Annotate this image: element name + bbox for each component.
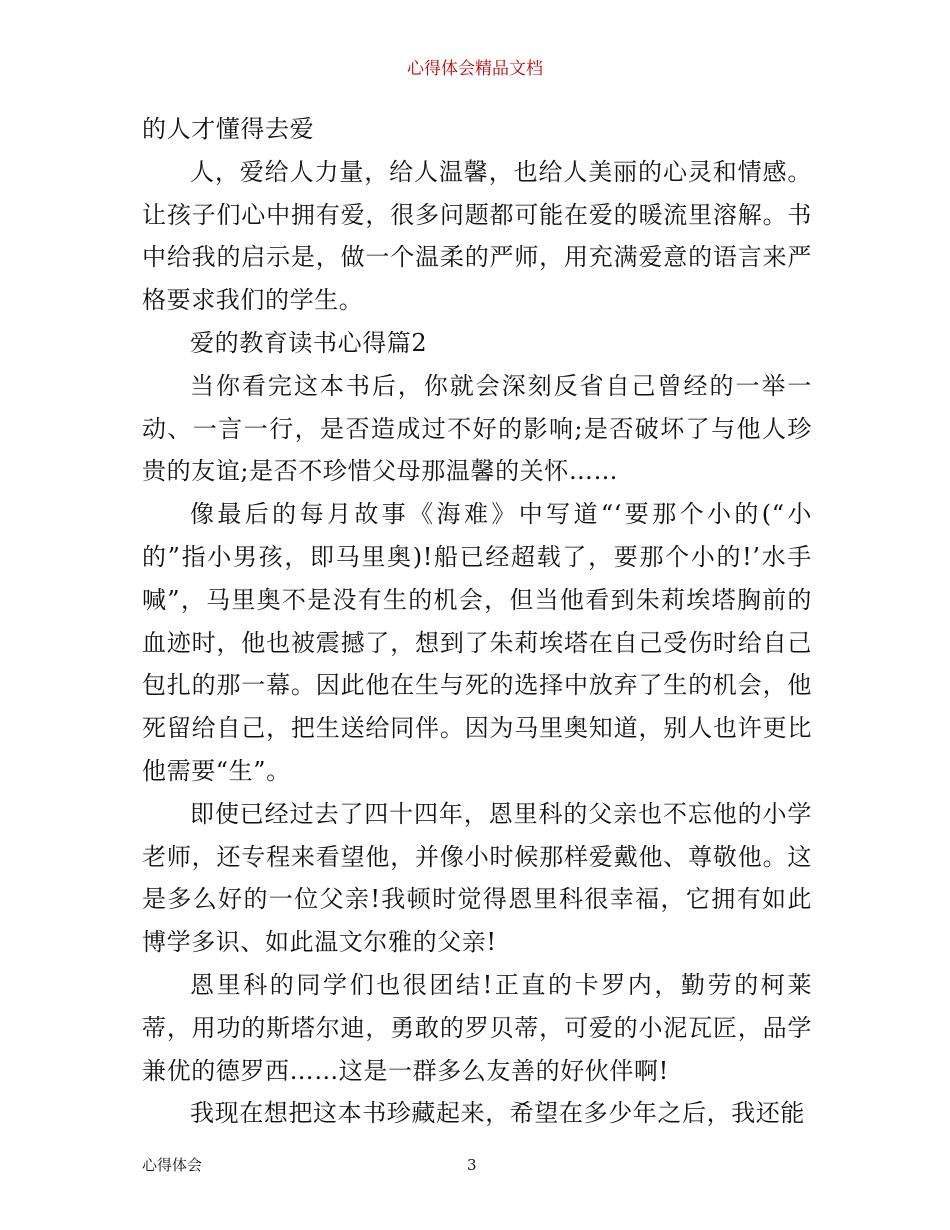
paragraph: 即使已经过去了四十四年，恩里科的父亲也不忘他的小学老师，还专程来看望他，并像小时候那样爱戴他、尊敬他。这是多么好的一位父亲!我顿时觉得恩里科很幸福，它拥有如此博学多识、如此温文尔雅的父亲! <box>142 799 812 957</box>
paragraph: 像最后的每月故事《海难》中写道“‘要那个小的(“小的”指小男孩，即马里奥)!船已经超载了，要那个小的!’水手喊”，马里奥不是没有生的机会，但当他看到朱莉埃塔胸前的血迹时，他也被震撼了，想到了朱莉埃塔在自己受伤时给自己包扎的那一幕。因此他在生与死的选择中放弃了生的机会，他死留给自己，把生送给同伴。因为马里奥知道，别人也许更比他需要“生”。 <box>142 500 812 785</box>
page-header-title: 心得体会精品文档 <box>407 59 543 79</box>
footer-label: 心得体会 <box>142 1156 203 1174</box>
section-heading: 爱的教育读书心得篇2 <box>190 328 428 357</box>
paragraph-continuation: 的人才懂得去爱 <box>142 115 315 143</box>
paragraph: 当你看完这本书后，你就会深刻反省自己曾经的一举一动、一言一行，是否造成过不好的影响;是否破坏了与他人珍贵的友谊;是否不珍惜父母那温馨的关怀…… <box>142 371 812 486</box>
page-number: 3 <box>467 1156 477 1174</box>
paragraph: 恩里科的同学们也很团结!正直的卡罗内，勤劳的柯莱蒂，用功的斯塔尔迪，勇敢的罗贝蒂，可爱的小泥瓦匠，品学兼优的德罗西……这是一群多么友善的好伙伴啊! <box>142 970 812 1085</box>
paragraph: 我现在想把这本书珍藏起来，希望在多少年之后，我还能 <box>190 1099 805 1128</box>
document-body <box>142 108 812 1135</box>
paragraph: 人，爱给人力量，给人温馨，也给人美丽的心灵和情感。让孩子们心中拥有爱，很多问题都可能在爱的暖流里溶解。书中给我的启示是，做一个温柔的严师，用充满爱意的语言来严格要求我们的学生。 <box>142 157 812 315</box>
page-footer <box>142 1155 812 1179</box>
